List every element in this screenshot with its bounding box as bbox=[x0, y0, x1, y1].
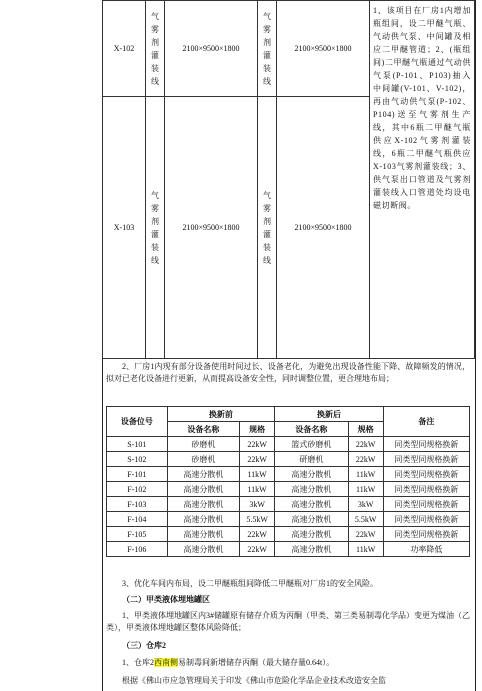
cell-before-name: 高速分散机 bbox=[167, 512, 239, 527]
cell-after-spec: 3kW bbox=[348, 497, 383, 512]
line-dimensions: 2100×9500×1800 bbox=[277, 1, 370, 97]
line-code: X-102 bbox=[103, 1, 146, 97]
cell-code: S-101 bbox=[107, 437, 168, 452]
cell-after-spec: 11kW bbox=[348, 482, 383, 497]
cell-note: 同类型同规格换新 bbox=[383, 467, 469, 482]
section-heading-warehouse: （三）仓库2 bbox=[122, 641, 166, 650]
remarks-cell bbox=[370, 1, 475, 359]
cell-before-spec: 5.5kW bbox=[240, 512, 275, 527]
header-name: 设备名称 bbox=[167, 422, 239, 437]
production-line-table bbox=[102, 0, 475, 359]
cell-before-spec: 22kW bbox=[240, 542, 275, 557]
cell-note: 同类型同规格换新 bbox=[383, 437, 469, 452]
cell-before-name: 砂磨机 bbox=[167, 437, 239, 452]
header-before: 换新前 bbox=[167, 407, 275, 422]
cell-after-spec: 5.5kW bbox=[348, 512, 383, 527]
cell-after-name: 高速分散机 bbox=[275, 467, 348, 482]
cell-before-spec: 22kW bbox=[240, 527, 275, 542]
cell-code: F-105 bbox=[107, 527, 168, 542]
cell-code: F-104 bbox=[107, 512, 168, 527]
cell-before-spec: 11kW bbox=[240, 482, 275, 497]
table-row bbox=[107, 527, 470, 542]
cell-before-name: 高速分散机 bbox=[167, 467, 239, 482]
table-row bbox=[107, 452, 470, 467]
line-name: 气 雾 剂 灌 装 线 bbox=[258, 97, 277, 359]
remarks-text: 1、该项目在厂房1内增加瓶组间，设二甲醚气瓶、气动供气泵、中间罐及相应二甲醚管道；2、(瓶组间)二甲醚气瓶通过气动供气泵(P-101、P103)抽入中间罐(V-101、V-102)，再由气动供气泵(P-102、P104)送至气雾剂生产线，其中6瓶二甲醚气瓶供应X-102气雾剂灌装线，6瓶二甲醚气瓶供应X-103气雾剂灌装线；3、供气泵出口管道及气雾剂灌装线入口管道处均设电磁切断阀。 bbox=[373, 6, 471, 210]
cell-after-name: 高速分散机 bbox=[275, 542, 348, 557]
cell-note: 同类型同规格换新 bbox=[383, 452, 469, 467]
cell-after-spec: 22kW bbox=[348, 437, 383, 452]
paragraph-tank-area: 1、甲类液体埋地罐区内3#储罐原有储存介质为丙酮（甲类、第三类易制毒化学品）变更为煤油（乙类），甲类液体埋地罐区整体风险降低； bbox=[106, 611, 470, 632]
line-name: 气 雾 剂 灌 装 线 bbox=[258, 1, 277, 97]
header-spec: 规格 bbox=[348, 422, 383, 437]
table-row bbox=[107, 482, 470, 497]
header-note: 备注 bbox=[383, 407, 469, 437]
header-name: 设备名称 bbox=[275, 422, 348, 437]
cell-before-name: 高速分散机 bbox=[167, 482, 239, 497]
table-row bbox=[107, 467, 470, 482]
cell-before-name: 砂磨机 bbox=[167, 452, 239, 467]
cell-code: F-101 bbox=[107, 467, 168, 482]
cell-before-spec: 11kW bbox=[240, 467, 275, 482]
cell-before-spec: 3kW bbox=[240, 497, 275, 512]
table-header-row bbox=[107, 407, 470, 422]
header-spec: 规格 bbox=[240, 422, 275, 437]
table-row bbox=[107, 542, 470, 557]
line-dimensions: 2100×9500×1800 bbox=[165, 1, 258, 97]
section-heading-tank-area: （二）甲类液体埋地罐区 bbox=[122, 595, 210, 604]
cell-code: F-103 bbox=[107, 497, 168, 512]
warehouse-text-b: 易制毒间新增储存丙酮（最大储存量0.64t）。 bbox=[178, 658, 335, 667]
cell-code: S-102 bbox=[107, 452, 168, 467]
cell-after-name: 篮式砂磨机 bbox=[275, 437, 348, 452]
cell-before-name: 高速分散机 bbox=[167, 497, 239, 512]
line-dimensions: 2100×9500×1800 bbox=[277, 97, 370, 359]
paragraph-regulation: 根据《佛山市应急管理局关于印发《佛山市危险化学品企业技术改造安全监 bbox=[122, 676, 386, 685]
cell-note: 功率降低 bbox=[383, 542, 469, 557]
cell-note: 同类型同规格换新 bbox=[383, 497, 469, 512]
header-after: 换新后 bbox=[275, 407, 384, 422]
cell-before-spec: 22kW bbox=[240, 437, 275, 452]
paragraph-warehouse bbox=[106, 657, 470, 669]
cell-before-name: 高速分散机 bbox=[167, 542, 239, 557]
line-name: 气 雾 剂 灌 装 线 bbox=[146, 1, 165, 97]
cell-after-name: 高速分散机 bbox=[275, 482, 348, 497]
equipment-table bbox=[106, 406, 470, 557]
paragraph-equipment-renewal: 2、厂房1内现有部分设备使用时间过长、设备老化，为避免出现设备性能下降、故障频发的情况，拟对已老化设备进行更新，从而提高设备安全性，同时调整位置，更合理地布局； bbox=[106, 362, 470, 383]
highlighted-text: 西南侧 bbox=[154, 658, 178, 667]
cell-after-name: 研磨机 bbox=[275, 452, 348, 467]
cell-after-spec: 22kW bbox=[348, 527, 383, 542]
cell-after-name: 高速分散机 bbox=[275, 527, 348, 542]
table-row bbox=[103, 1, 475, 97]
table-row bbox=[107, 512, 470, 527]
cell-code: F-102 bbox=[107, 482, 168, 497]
cell-note: 同类型同规格换新 bbox=[383, 482, 469, 497]
table-row bbox=[107, 497, 470, 512]
header-code: 设备位号 bbox=[107, 407, 168, 437]
line-name: 气 雾 剂 灌 装 线 bbox=[146, 97, 165, 359]
warehouse-text-a: 1、仓库2 bbox=[122, 658, 154, 667]
cell-after-name: 高速分散机 bbox=[275, 497, 348, 512]
line-dimensions: 2100×9500×1800 bbox=[165, 97, 258, 359]
cell-after-spec: 11kW bbox=[348, 542, 383, 557]
cell-after-name: 高速分散机 bbox=[275, 512, 348, 527]
cell-note: 同类型同规格换新 bbox=[383, 527, 469, 542]
cell-after-spec: 22kW bbox=[348, 452, 383, 467]
table-row bbox=[107, 437, 470, 452]
cell-before-name: 高速分散机 bbox=[167, 527, 239, 542]
cell-before-spec: 22kW bbox=[240, 452, 275, 467]
cell-note: 同类型同规格换新 bbox=[383, 512, 469, 527]
cell-after-spec: 11kW bbox=[348, 467, 383, 482]
paragraph-layout-optimization: 3、优化车间内布局，设二甲醚瓶组间降低二甲醚瓶对厂房1的安全风险。 bbox=[122, 579, 378, 588]
line-code: X-103 bbox=[103, 97, 146, 359]
cell-code: F-106 bbox=[107, 542, 168, 557]
